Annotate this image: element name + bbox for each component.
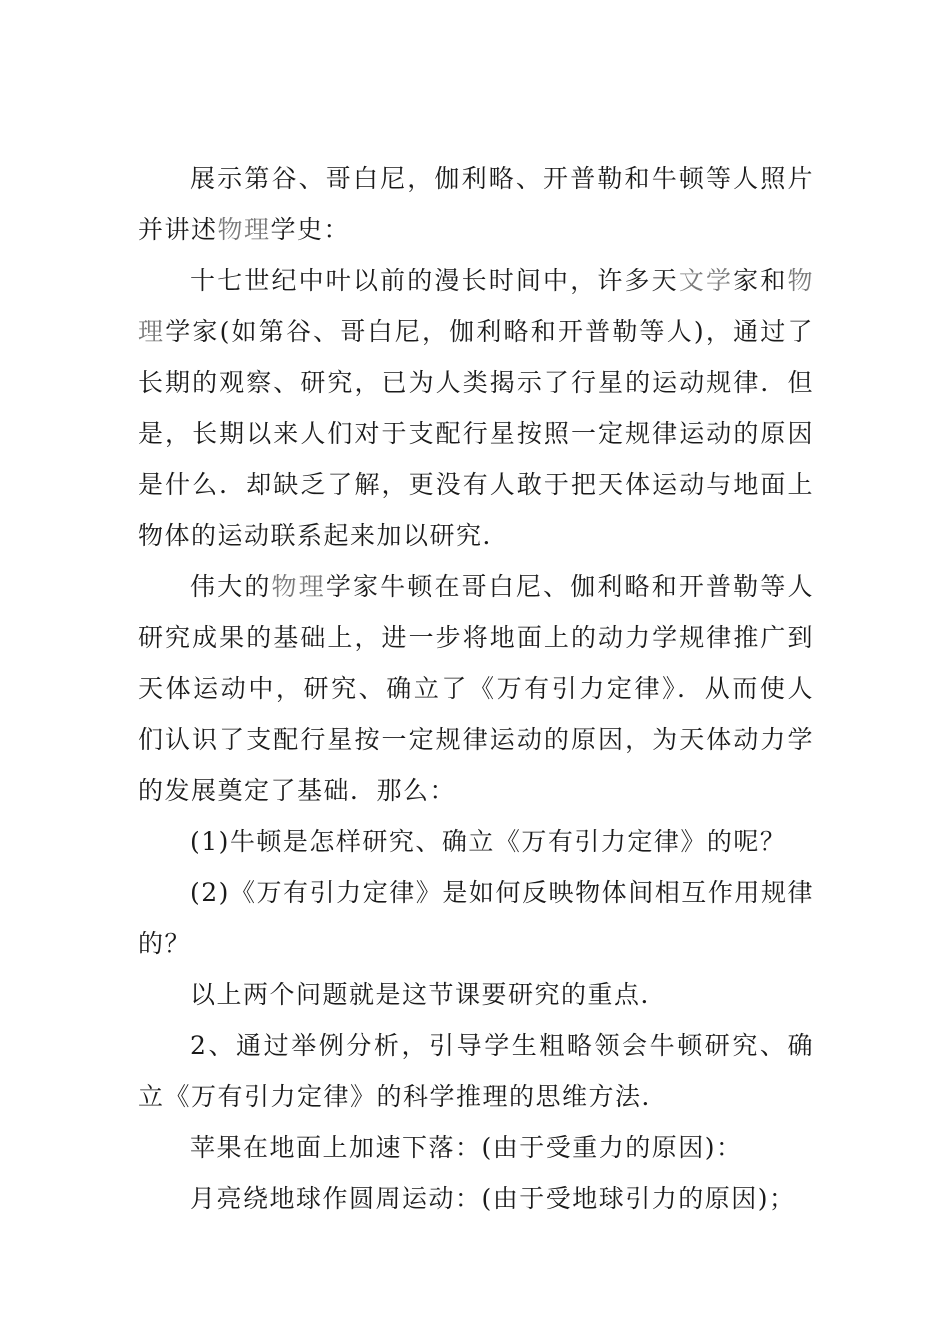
text-run: 十七世纪中叶以前的漫长时间中，许多天	[190, 266, 679, 295]
paragraph-history	[138, 255, 814, 561]
paragraph-section-2	[138, 1020, 814, 1122]
text-run: 学家(如第谷、哥白尼，伽利略和开普勒等人)，通过了长期的观察、研究，已为人类揭示了行星的运动规律．但是，长期以来人们对于支配行星按照一定规律运动的原因是什么．却缺乏了解，更没有人敢于把天体运动与地面上物体的运动联系起来加以研究．	[138, 317, 814, 550]
text-run: 苹果在地面上加速下落：(由于受重力的原因)：	[190, 1133, 743, 1162]
text-run: 展示第谷、哥白尼，伽利略、开普勒和牛顿等人照片并讲述	[138, 164, 814, 244]
text-run: 家和	[733, 266, 788, 295]
highlighted-term: 文学	[678, 266, 734, 295]
text-run: 学史：	[270, 215, 351, 244]
text-run: 伟大的	[190, 572, 272, 601]
highlighted-term: 物理	[271, 572, 326, 601]
text-run: 学家牛顿在哥白尼、伽利略和开普勒等人研究成果的基础上，进一步将地面上的动力学规律推广到天体运动中，研究、确立了《万有引力定律》．从而使人们认识了支配行星按一定规律运动的原因，为天体动力学的发展奠定了基础．那么：	[138, 572, 814, 805]
paragraph-apple	[138, 1122, 814, 1173]
document-body	[138, 153, 814, 1224]
question-2	[138, 867, 814, 969]
paragraph-newton	[138, 561, 814, 816]
text-run: 以上两个问题就是这节课要研究的重点．	[190, 980, 668, 1009]
text-run: 2、通过举例分析，引导学生粗略领会牛顿研究、确立《万有引力定律》的科学推理的思维方法．	[138, 1031, 814, 1111]
question-1	[138, 816, 814, 867]
paragraph-intro	[138, 153, 814, 255]
highlighted-term: 物理	[217, 215, 271, 244]
text-run: 月亮绕地球作圆周运动：(由于受地球引力的原因)；	[190, 1184, 796, 1213]
text-run: (2)《万有引力定律》是如何反映物体间相互作用规律的？	[138, 878, 814, 958]
paragraph-focus	[138, 969, 814, 1020]
highlighted-term: 物理	[138, 266, 814, 346]
text-run: (1)牛顿是怎样研究、确立《万有引力定律》的呢？	[190, 827, 787, 856]
paragraph-moon	[138, 1173, 814, 1224]
